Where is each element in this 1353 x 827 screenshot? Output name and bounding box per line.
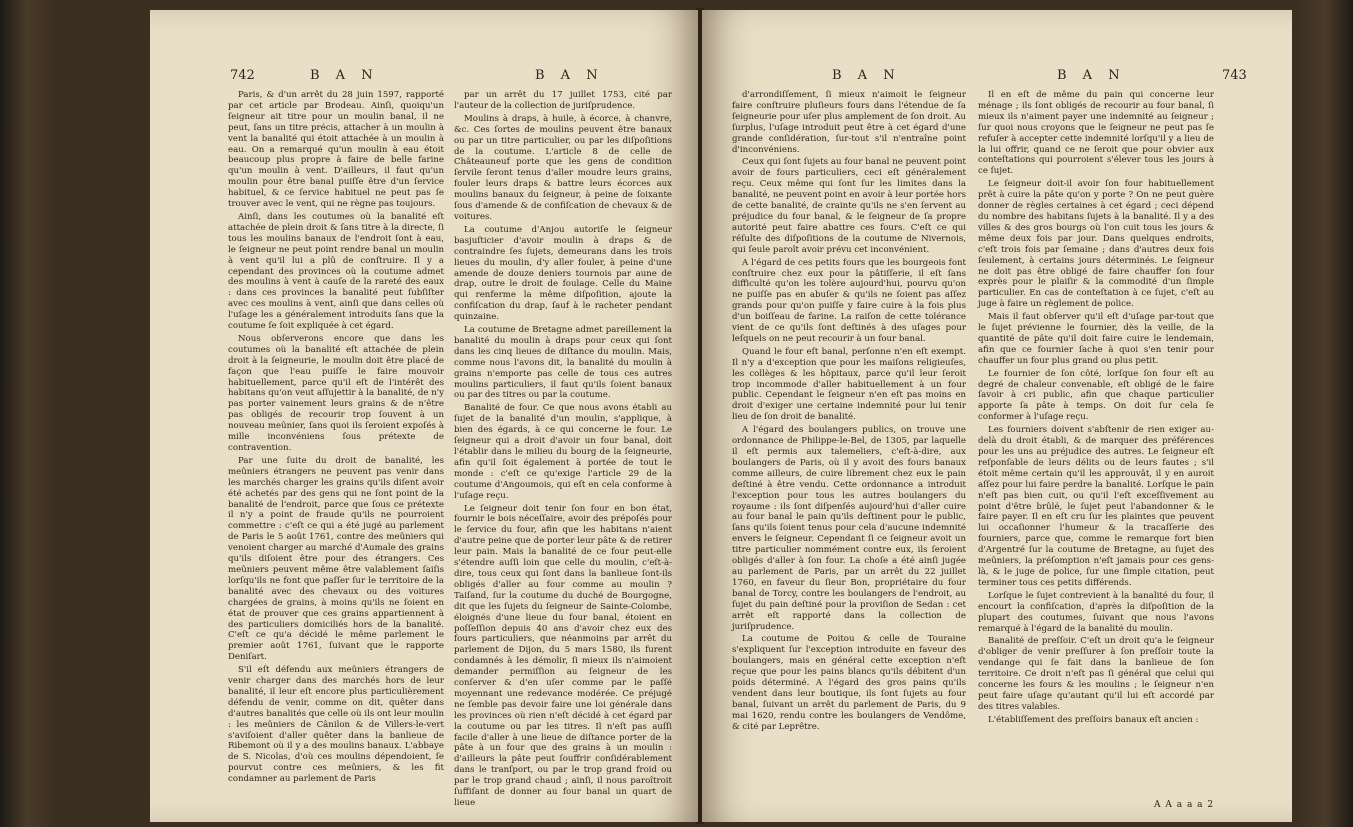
page-number: 742 <box>230 68 255 83</box>
paragraph: d'arrondiſſement, ſi mieux n'aimoit le ſeigneur faire conſtruire pluſieurs fours dans l'étendue de ſa ſeigneurie pour uſer plus amplement de ſon droit. Au ſurplus, l'uſage introduit peut être à cet égard d'une grande conſidération, ſur-tout s'il n'entraîne point d'inconvéniens. <box>732 90 966 155</box>
paragraph: Paris, & d'un arrêt du 28 juin 1597, rapporté par cet article par Brodeau. Ainſi, quoiqu'un ſeigneur ait titre pour un moulin banal, il ne peut, ſans un titre précis, attacher à un moulin à vent la banalité qui étoit attachée à un moulin à eau. On a remarqué qu'un moulin à eau étoit beaucoup plus propre à faire de belle farine qu'un moulin à vent. D'ailleurs, il faut qu'un moulin pour être banal puiſſe être d'un ſervice habituel, & ce ſervice habituel ne peut pas ſe trouver avec le vent, qui ne règne pas toujours. <box>228 90 444 210</box>
paragraph: Ceux qui ſont ſujets au four banal ne peuvent point avoir de fours particuliers, ceci eſt généralement reçu. Ceux même qui ſont ſur les limites dans la banalité, ne peuvent point en avoir à leur portée hors de cette banalité, de crainte qu'ils ne s'en ſervent au préjudice du four banal, & le ſeigneur de ſa propre autorité peut faire abattre ces fours. C'eſt ce qui réſulte des diſpoſitions de la coutume de Nivernois, qui ſeule paroît avoir prévu cet inconvénient. <box>732 157 966 255</box>
paragraph: Quand le four eſt banal, perſonne n'en eſt exempt. Il n'y a d'exception que pour les maiſons religieuſes, les collèges & les hôpitaux, parce qu'il leur ſeroit trop incommode d'aller habituellement à un four public. Cependant le ſeigneur n'en eſt pas moins en droit d'exiger une certaine indemnité pour lui tenir lieu de ſon droit de banalité. <box>732 346 966 423</box>
left-page-column-1 <box>228 90 444 787</box>
paragraph: Lorſque le ſujet contrevient à la banalité du four, il encourt la confiſcation, d'après la diſpoſition de la plupart des coutumes, ſuivant que nous l'avons remarqué à l'égard de la banalité du moulin. <box>978 590 1214 634</box>
paragraph: Ainſi, dans les coutumes où la banalité eſt attachée de plein droit & ſans titre à la directe, ſi tous les moulins banaux de l'endroit ſont à eau, le ſeigneur ne peut point rendre banal un moulin à vent qu'il lui a plû de conſtruire. Il y a cependant des provinces où la coutume admet des moulins à vent à cauſe de la rareté des eaux : dans ces provinces la banalité peut ſubſiſter avec ces moulins à vent, ainſi que dans celles où l'uſage les a généralement introduits ſans que la coutume ſe ſoit expliquée à cet égard. <box>228 211 444 332</box>
paragraph: La coutume d'Anjou autoriſe le ſeigneur basjuſticier d'avoir moulin à draps & de contraindre ſes ſujets, demeurans dans les trois lieues du moulin, d'y aller fouler, à peine d'une amende de douze deniers tournois par aune de drap, outre le droit de foulage. Celle du Maine qui renferme la même diſpoſition, ajoute la confiſcation du drap, ſauf à le racheter pendant quinzaine. <box>454 224 672 323</box>
running-head-right: B A N <box>535 68 604 83</box>
paragraph: Banalité de four. Ce que nous avons établi au ſujet de la banalité d'un moulin, s'applique, à bien des égards, à ce qui concerne le four. Le ſeigneur qui a droit d'avoir un four banal, doit l'établir dans le milieu du bourg de la ſeigneurie, afin qu'il ſoit également à portée de tout le monde : c'eſt ce qu'exige l'article 29 de la coutume d'Angoumois, qui eſt en cela conforme à l'uſage reçu. <box>454 403 672 501</box>
right-page-column-2 <box>978 90 1214 728</box>
paragraph: Le ſeigneur doit-il avoir ſon four habituellement prêt à cuire la pâte qu'on y porte ? On ne peut guère donner de règles certaines à cet égard ; ceci dépend du nombre des habitans ſujets à la banalité. Il y a des villes & des gros bourgs où l'on cuit tous les jours & même deux fois par jour. Dans quelques endroits, c'eſt trois fois par ſemaine ; dans d'autres deux fois ſeulement, à certains jours déterminés. Le ſeigneur ne doit pas être obligé de faire chauffer ſon four exprès pour le plaiſir & la commodité d'un ſimple particulier. En cas de conteſtation à ce ſujet, c'eſt au juge à faire un règlement de police. <box>978 179 1214 310</box>
paragraph: Les fourniers doivent s'abſtenir de rien exiger au-delà du droit établi, & de marquer des préférences pour les uns au préjudice des autres. Le ſeigneur eſt reſponſable de leurs délits ou de leurs fautes ; s'il étoit même certain qu'il les approuvât, il y en auroit aſſez pour lui faire perdre la banalité. Lorſque le pain n'eſt pas bien cuit, ou qu'il l'eſt exceſſivement au point d'être brûlé, le ſujet peut l'abandonner & le faire payer. Il en eſt cru ſur les plaintes que peuvent lui occaſionner l'humeur & la tracaſſerie des fourniers, parce que, comme le remarque fort bien d'Argentré ſur la coutume de Bretagne, au ſujet des meûniers, la préſomption n'eſt jamais pour ces gens-là, & le juge de police, ſur une ſimple citation, peut terminer tous ces petits différends. <box>978 425 1214 588</box>
paragraph: Mais il faut obſerver qu'il eſt d'uſage par-tout que le ſujet prévienne le fournier, dès la veille, de la quantité de pâte qu'il doit faire cuire le lendemain, afin que ce fournier ſache à quoi s'en tenir pour chauffer un four plus grand ou plus petit. <box>978 312 1214 366</box>
page-number: 743 <box>1222 68 1247 83</box>
paragraph: L'établiſſement des preſſoirs banaux eſt ancien : <box>988 714 1199 725</box>
paragraph: Moulins à draps, à huile, à écorce, à chanvre, &c. Ces ſortes de moulins peuvent être banaux ou par un titre particulier, ou par les diſpoſitions de la coutume. L'article 8 de celle de Châteauneuf porte que les gens de condition ſervile ſeront tenus d'aller moudre leurs grains, fouler leurs draps & battre leurs écorces aux moulins banaux du ſeigneur, à peine de ſoixante ſous d'amende & de confiſcation de chevaux & de voitures. <box>454 113 672 222</box>
running-head-left: B A N <box>310 68 379 83</box>
paragraph: Par une ſuite du droit de banalité, les meûniers étrangers ne peuvent pas venir dans les marchés charger les grains qu'ils diſent avoir été achetés par des gens qui ne ſont point de la banalité de l'endroit, parce que ſous ce prétexte il n'y a point de fraude qu'ils ne pourroient commettre : c'eſt ce qui a été jugé au parlement de Paris le 5 août 1761, contre des meûniers qui venoient charger au marché d'Aumale des grains qu'ils diſoient être pour des étrangers. Ces meûniers peuvent même être valablement ſaiſis lorſqu'ils ne font que paſſer ſur le territoire de la banalité avec des chevaux ou des voitures chargées de grains, à moins qu'ils ne ſoient en état de prouver que ces grains appartiennent à des particuliers domiciliés hors de la banalité. C'eſt ce qu'a décidé le même parlement le premier août 1761, ſuivant que le rapporte Deniſart. <box>228 455 444 663</box>
paragraph: Banalité de preſſoir. C'eſt un droit qu'a le ſeigneur d'obliger de venir preſſurer à ſon preſſoir toute la vendange qui ſe fait dans la banlieue de ſon territoire. Ce droit n'eſt pas ſi général que celui qui concerne les fours & les moulins ; le ſeigneur n'en peut faire uſage qu'autant qu'il lui eſt accordé par des titres valables. <box>978 636 1214 712</box>
running-head-left: B A N <box>832 68 901 83</box>
paragraph: Le ſeigneur doit tenir ſon four en bon état, fournir le bois néceſſaire, avoir des prépoſés pour le ſervice du four, afin que les habitans n'aient d'autre peine que de porter leur pâte & de retirer leur pain. Mais la banalité de ce four peut-elle s'étendre auſſi loin que celle du moulin, c'eſt-à-dire, tous ceux qui ſont dans la banlieue ſont-ils obligés d'aller au four comme au moulin ? Taiſand, ſur la coutume du duché de Bourgogne, dit que les ſujets du ſeigneur de Sainte-Colombe, éloignés d'une lieue du four banal, étoient en poſſeſſion depuis 40 ans d'avoir chez eux des fours particuliers, que néanmoins par arrêt du parlement de Dijon, du 5 mars 1580, ils furent condamnés à les démolir, ſi mieux ils n'aimoient demander permiſſion au ſeigneur de les conſerver & d'en uſer comme par le paſſé moyennant une redevance modérée. Ce préjugé ne ſemble pas devoir faire une loi générale dans les provinces où rien n'eſt décidé à cet égard par la coutume ou par les titres. Il n'eſt pas auſſi facile d'aller à une lieue de diſtance porter de la pâte à un four que des grains à un moulin : d'ailleurs la pâte peut ſouffrir conſidérablement dans le tranſport, ou par le trop grand froid ou par le trop grand chaud ; ainſi, il nous paroîtroit ſuffiſant de donner au four banal un quart de lieue <box>454 503 672 808</box>
paragraph: La coutume de Bretagne admet pareillement la banalité du moulin à draps pour ceux qui ſont dans les cinq lieues de diſtance du moulin. Mais, comme nous l'avons dit, la banalité du moulin à grains n'emporte pas celle de tous ces autres moulins particuliers, il faut qu'ils ſoient banaux ou par des titres ou par la coutume. <box>454 325 672 401</box>
right-page-column-1 <box>732 90 966 735</box>
running-head-right: B A N <box>1057 68 1126 83</box>
paragraph: A l'égard des boulangers publics, on trouve une ordonnance de Philippe-le-Bel, de 1305, par laquelle il eſt permis aux talemeliers, c'eſt-à-dire, aux boulangers de Paris, où il y avoit des fours banaux comme ailleurs, de cuire librement chez eux le pain deſtiné à être vendu. Cette ordonnance a introduit l'exception pour tous les autres boulangers du royaume : ils ſont diſpenſés aujourd'hui d'aller cuire au four banal le pain qu'ils deſtinent pour le public, ſans qu'ils ſoient tenus pour cela d'aucune indemnité envers le ſeigneur. Cependant ſi ce ſeigneur avoit un titre particulier nommément contre eux, ils ſeroient obligés d'aller à ſon four. La choſe a été ainſi jugée au parlement de Paris, par un arrêt du 22 juillet 1760, en faveur du ſieur Bon, propriétaire du four banal de Torcy, contre les boulangers de l'endroit, au ſujet du pain deſtiné pour la proviſion de Sedan : cet arrêt eſt rapporté dans la collection de juriſprudence. <box>732 425 966 632</box>
paragraph: S'il eſt défendu aux meûniers étrangers de venir charger dans des marchés hors de leur banalité, il leur eſt encore plus particulièrement défendu de venir, comme on dit, quêter dans d'autres banalités que celle où ils ont leur moulin : les meûniers de Cânilon & de Villers-le-vert s'aviſoient d'aller quêter dans la banlieue de Ribemont où il y a des moulins banaux. L'abbaye de S. Nicolas, d'où ces moulins dépendoient, ſe pourvut contre ces meûniers, & les fit condamner au parlement de Paris <box>228 665 444 785</box>
signature-mark: A A a a a 2 <box>1154 800 1215 810</box>
paragraph: La coutume de Poitou & celle de Touraine s'expliquent ſur l'exception introduite en faveur des boulangers, mais en général cette exception n'eſt reçue que pour les pains blancs qu'ils débitent d'un poids déterminé. A l'égard des gros pains qu'ils vendent dans leur boutique, ils ſont ſujets au four banal, ſuivant un arrêt du parlement de Paris, du 9 mai 1620, rendu contre les boulangers de Vendôme, & cité par Leprêtre. <box>732 634 966 732</box>
paragraph: Il en eſt de même du pain qui concerne leur ménage ; ils ſont obligés de recourir au four banal, ſi mieux ils n'aiment payer une indemnité au ſeigneur ; ſur quoi nous croyons que le ſeigneur ne peut pas ſe refuſer à accepter cette indemnité lorſqu'il y a lieu de la lui offrir, quand ce ne ſeroit que pour obvier aux conteſtations qui pourroient s'élever tous les jours à ce ſujet. <box>978 90 1214 177</box>
left-page-column-2 <box>454 90 672 811</box>
right-page <box>702 10 1292 822</box>
paragraph: Nous obſerverons encore que dans les coutumes où la banalité eſt attachée de plein droit à la ſeigneurie, le moulin doit être placé de façon que l'eau puiſſe le faire mouvoir habituellement, parce qu'il eſt de l'intérêt des habitans qu'on veut aſſujettir à la banalité, de n'y pas porter vainement leurs grains & de n'être pas obligés de recourir trop ſouvent à un nouveau meûnier, ſans quoi ils ſeroient expoſés à mille inconvéniens ſous prétexte de contravention. <box>228 333 444 453</box>
paragraph: A l'égard de ces petits fours que les bourgeois font conſtruire chez eux pour la pâtiſſerie, il eſt ſans difficulté qu'on les tolère aujourd'hui, pourvu qu'on ne puiſſe pas en abuſer & qu'ils ne ſoient pas aſſez grands pour qu'on puiſſe y faire cuire à la fois plus d'un boiſſeau de farine. La raiſon de cette tolérance vient de ce qu'ils ſont deſtinés à des uſages pour leſquels on ne peut recourir à un four banal. <box>732 257 966 344</box>
paragraph: Le fournier de ſon côté, lorſque ſon four eſt au degré de chaleur convenable, eſt obligé de le faire ſavoir à cri public, afin que chaque particulier apporte ſa pâte à temps. On doit ſur cela ſe conformer à l'uſage reçu. <box>978 368 1214 423</box>
paragraph: par un arrêt du 17 juillet 1753, cité par l'auteur de la collection de juriſprudence. <box>454 90 672 111</box>
left-page <box>150 10 698 822</box>
